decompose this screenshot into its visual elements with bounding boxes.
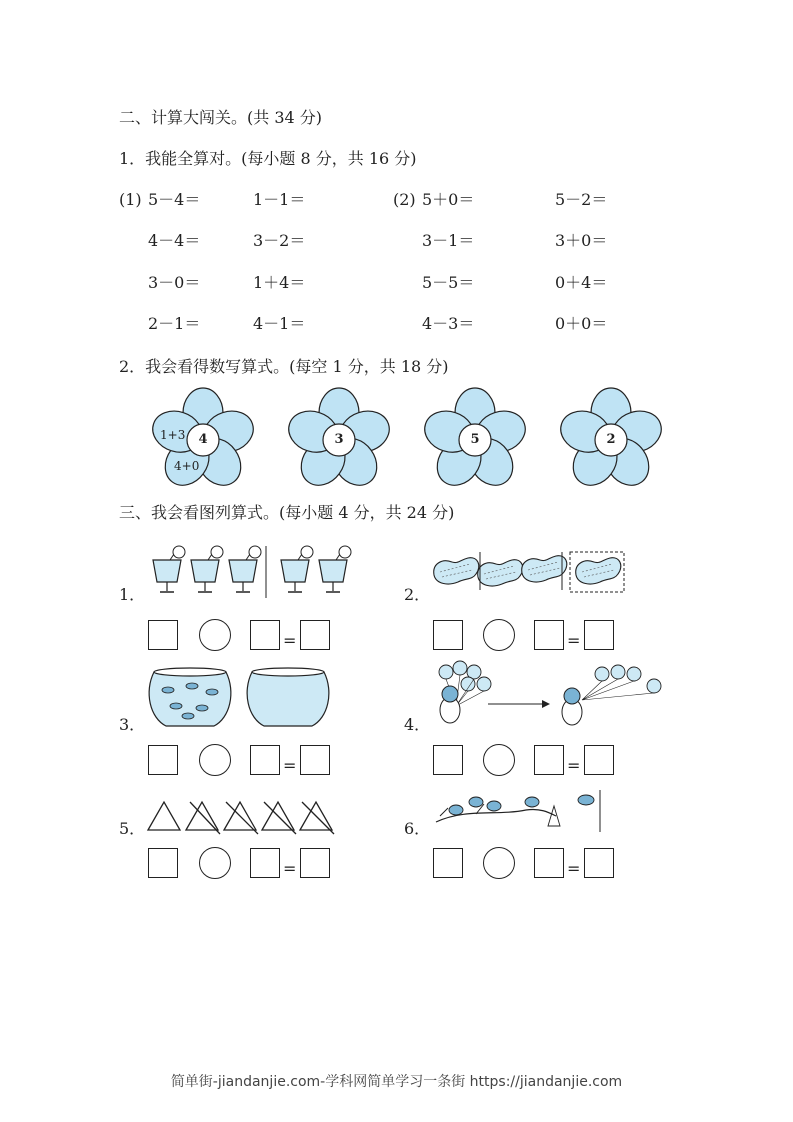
equation: 3－1＝ — [422, 231, 475, 250]
equation: 2－1＝ — [148, 314, 201, 333]
item-label: 5． — [119, 819, 146, 838]
equation: 5－2＝ — [555, 190, 608, 209]
answer-box[interactable] — [300, 848, 330, 878]
triangles-icon — [146, 798, 338, 838]
answer-box[interactable] — [250, 620, 280, 650]
equation: 1－1＝ — [253, 190, 306, 209]
item-label: 6． — [404, 819, 431, 838]
answer-box[interactable] — [584, 745, 614, 775]
operator-circle[interactable] — [483, 619, 515, 651]
answer-box[interactable] — [534, 848, 564, 878]
birds-icon — [436, 786, 606, 834]
equals-sign: = — [567, 756, 581, 775]
penguins-balloons-icon — [432, 660, 672, 730]
equation: 3＋0＝ — [555, 231, 608, 250]
item-label: 2． — [404, 585, 431, 604]
peanuts-icon — [430, 550, 630, 600]
operator-circle[interactable] — [483, 847, 515, 879]
equals-sign: = — [567, 859, 581, 878]
equals-sign: = — [283, 756, 297, 775]
answer-box[interactable] — [148, 620, 178, 650]
equals-sign: = — [283, 859, 297, 878]
equation: 1＋4＝ — [253, 273, 306, 292]
cups-icon — [148, 544, 358, 600]
equation: 4－1＝ — [253, 314, 306, 333]
answer-box[interactable] — [250, 848, 280, 878]
item-label: 1． — [119, 585, 146, 604]
operator-circle[interactable] — [199, 744, 231, 776]
flower-center: 5 — [470, 432, 480, 447]
fish-bowls-icon — [148, 666, 340, 730]
operator-circle[interactable] — [483, 744, 515, 776]
operator-circle[interactable] — [199, 619, 231, 651]
q1-title: 1．我能全算对。(每小题 8 分，共 16 分) — [119, 149, 417, 168]
answer-box[interactable] — [433, 745, 463, 775]
answer-box[interactable] — [148, 848, 178, 878]
petal-label: 1+3 — [160, 428, 186, 442]
petal-label: 4+0 — [174, 459, 200, 473]
group1-label: (1) — [119, 190, 142, 209]
answer-box[interactable] — [534, 620, 564, 650]
section3-title: 三、我会看图列算式。(每小题 4 分，共 24 分) — [119, 503, 455, 522]
item-label: 3． — [119, 715, 146, 734]
answer-box[interactable] — [433, 620, 463, 650]
section2-title: 二、计算大闯关。(共 34 分) — [119, 108, 323, 127]
answer-box[interactable] — [148, 745, 178, 775]
answer-box[interactable] — [584, 848, 614, 878]
equation: 0＋0＝ — [555, 314, 608, 333]
group2-label: (2) — [393, 190, 416, 209]
flower-center: 2 — [606, 432, 616, 447]
flower-center: 3 — [334, 432, 344, 447]
q2-title: 2．我会看得数写算式。(每空 1 分，共 18 分) — [119, 357, 449, 376]
equation: 4－3＝ — [422, 314, 475, 333]
answer-box[interactable] — [300, 620, 330, 650]
equation: 4－4＝ — [148, 231, 201, 250]
equals-sign: = — [283, 631, 297, 650]
answer-box[interactable] — [534, 745, 564, 775]
equation: 5＋0＝ — [422, 190, 475, 209]
equals-sign: = — [567, 631, 581, 650]
operator-circle[interactable] — [199, 847, 231, 879]
flower-center: 4 — [198, 432, 208, 447]
equation: 3－0＝ — [148, 273, 201, 292]
answer-box[interactable] — [584, 620, 614, 650]
equation: 3－2＝ — [253, 231, 306, 250]
answer-box[interactable] — [250, 745, 280, 775]
footer-text: 简单街-jiandanjie.com-学科网简单学习一条街 https://jiandanjie.com — [170, 1074, 623, 1090]
equation: 0＋4＝ — [555, 273, 608, 292]
item-label: 4． — [404, 715, 431, 734]
answer-box[interactable] — [300, 745, 330, 775]
equation: 5－4＝ — [148, 190, 201, 209]
answer-box[interactable] — [433, 848, 463, 878]
equation: 5－5＝ — [422, 273, 475, 292]
